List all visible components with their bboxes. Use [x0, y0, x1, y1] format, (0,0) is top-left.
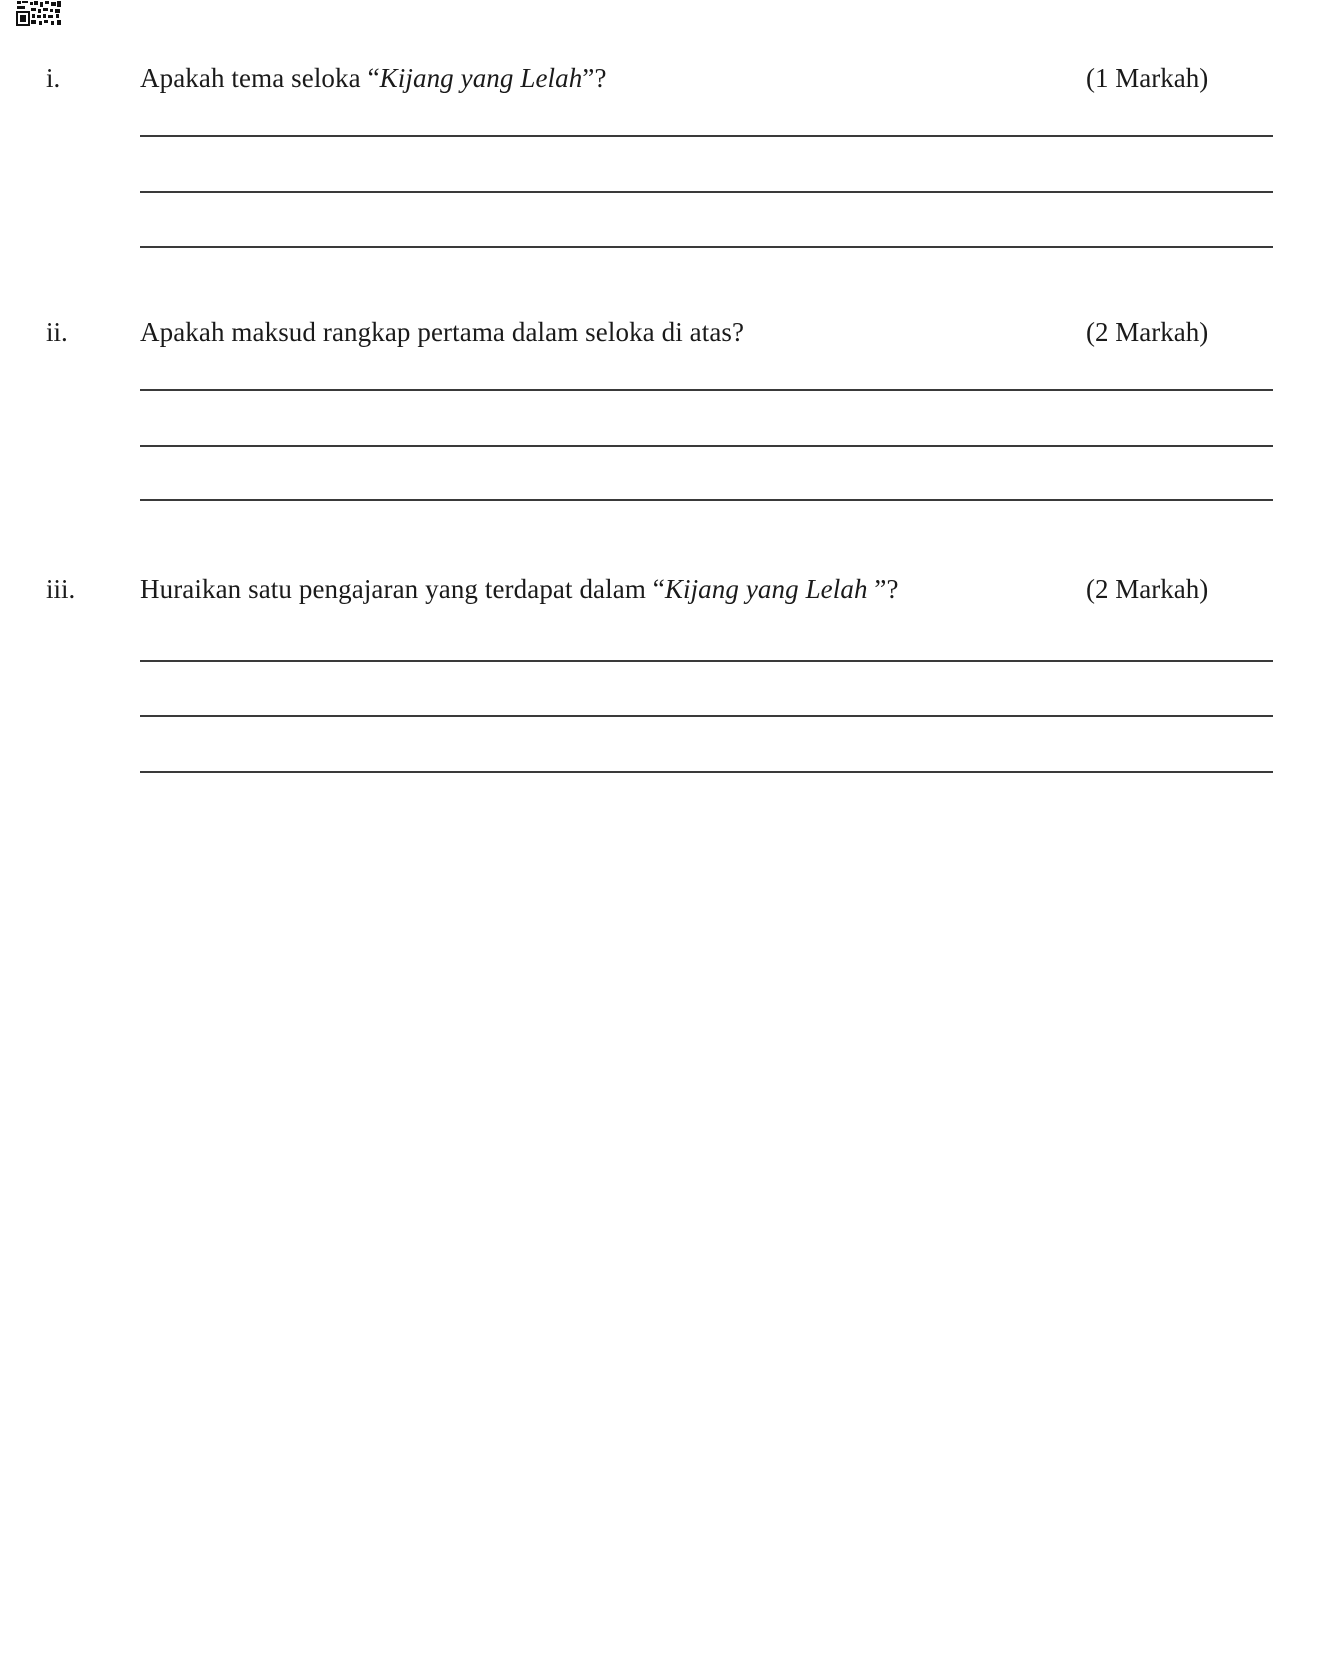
question-text: [140, 316, 744, 348]
question-text-plain: Apakah tema seloka “: [140, 63, 380, 93]
marks-label: (2 Markah): [1086, 317, 1209, 347]
answer-line[interactable]: [140, 660, 1273, 662]
answer-line[interactable]: [140, 445, 1273, 447]
poem-title: Kijang yang Lelah: [664, 574, 868, 604]
answer-line[interactable]: [140, 771, 1273, 773]
question-text: [140, 62, 607, 94]
question-text: [140, 573, 899, 605]
question-text-plain: Apakah maksud rangkap pertama dalam seloka di atas?: [140, 317, 745, 347]
poem-title: Kijang yang Lelah: [379, 63, 583, 93]
answer-line[interactable]: [140, 191, 1273, 193]
question-text-plain: Huraikan satu pengajaran yang terdapat dalam “: [140, 574, 665, 604]
marks-label: (1 Markah): [1086, 63, 1209, 93]
answer-line[interactable]: [140, 499, 1273, 501]
marks-label: (2 Markah): [1086, 574, 1209, 604]
question-text-end: ”?: [582, 63, 607, 93]
qr-code-icon: [16, 0, 62, 26]
question-number: iii.: [46, 574, 76, 604]
question-text-end: ”?: [867, 574, 899, 604]
question-number: ii.: [46, 317, 68, 347]
answer-line[interactable]: [140, 135, 1273, 137]
question-number: i.: [46, 63, 61, 93]
answer-line[interactable]: [140, 246, 1273, 248]
answer-line[interactable]: [140, 715, 1273, 717]
answer-line[interactable]: [140, 389, 1273, 391]
